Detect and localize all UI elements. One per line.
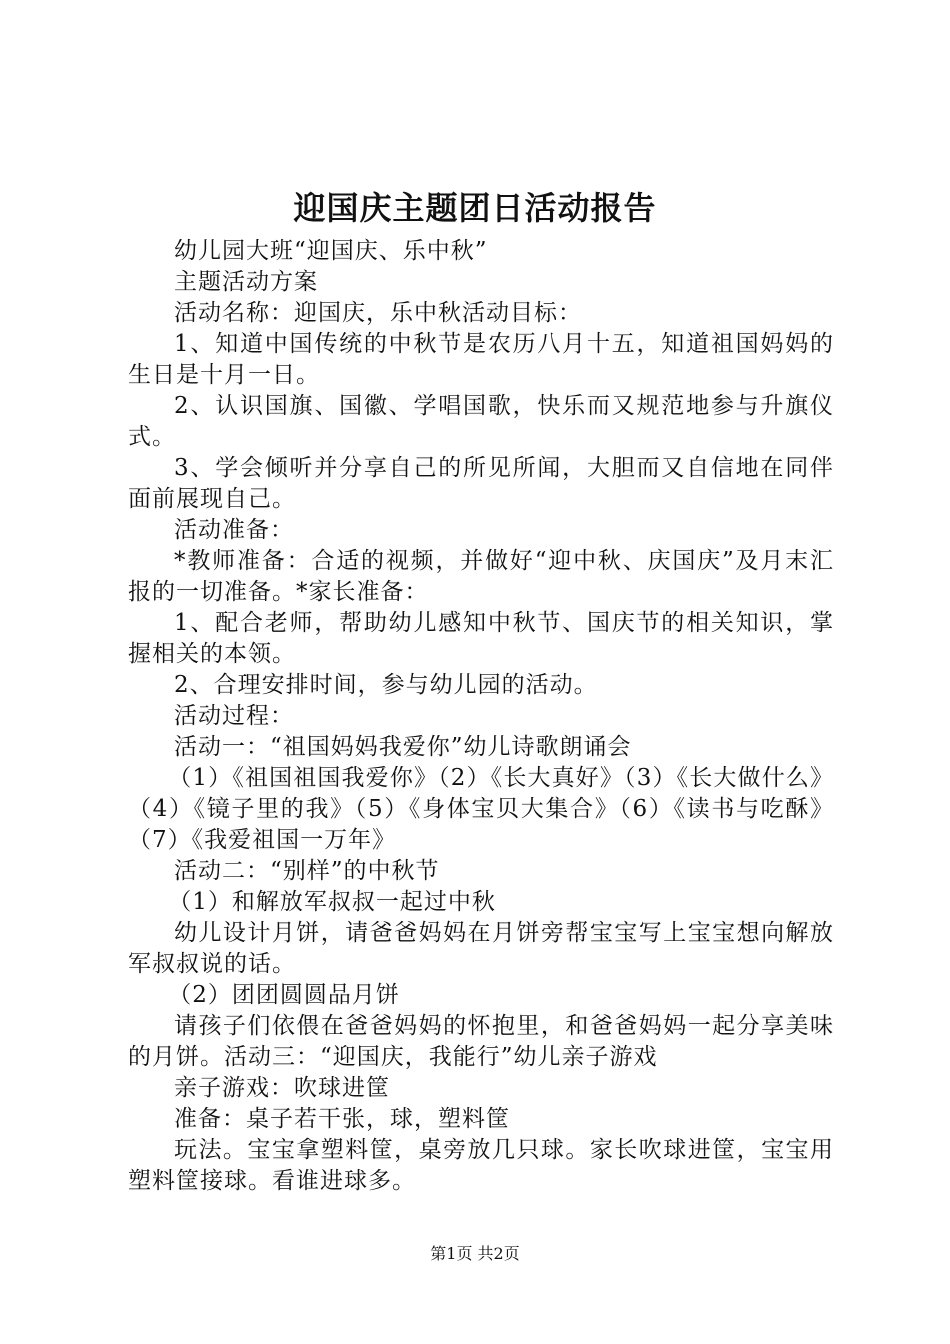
page-footer: 第1页 共2页	[430, 1244, 520, 1263]
document-title: 迎国庆主题团日活动报告	[293, 189, 657, 227]
document-body	[128, 236, 834, 1197]
paragraph: （2）团团圆圆品月饼	[168, 982, 400, 1008]
paragraph: 1、配合老师，帮助幼儿感知中秋节、国庆节的相关知识，掌握相关的本领。	[128, 610, 834, 667]
paragraph: （1）《祖国祖国我爱你》（2）《长大真好》（3）《长大做什么》（4）《镜子里的我》（5）《身体宝贝大集合》（6）《读书与吃酥》（7）《我爱祖国一万年》	[128, 765, 834, 853]
paragraph: 3、学会倾听并分享自己的所见所闻，大胆而又自信地在同伴面前展现自己。	[128, 455, 834, 512]
paragraph: 主题活动方案	[174, 269, 318, 295]
paragraph: 幼儿设计月饼，请爸爸妈妈在月饼旁帮宝宝写上宝宝想向解放军叔叔说的话。	[128, 920, 834, 977]
paragraph: 1、知道中国传统的中秋节是农历八月十五，知道祖国妈妈的生日是十月一日。	[128, 331, 834, 388]
paragraph: 活动过程：	[174, 703, 294, 729]
paragraph: 活动二：“别样”的中秋节	[174, 858, 440, 884]
paragraph: 准备：桌子若干张，球，塑料筐	[174, 1106, 510, 1132]
paragraph: 幼儿园大班“迎国庆、乐中秋”	[174, 238, 488, 264]
paragraph: 请孩子们依偎在爸爸妈妈的怀抱里，和爸爸妈妈一起分享美味的月饼。活动三：“迎国庆，我能行”幼儿亲子游戏	[128, 1013, 834, 1070]
paragraph: *教师准备：合适的视频，并做好“迎中秋、庆国庆”及月末汇报的一切准备。*家长准备：	[128, 548, 834, 605]
paragraph: 活动名称：迎国庆，乐中秋活动目标：	[174, 300, 582, 326]
paragraph: 活动准备：	[174, 517, 294, 543]
paragraph: （1）和解放军叔叔一起过中秋	[168, 889, 496, 915]
paragraph: 玩法。宝宝拿塑料筐，桌旁放几只球。家长吹球进筐，宝宝用塑料筐接球。看谁进球多。	[128, 1137, 834, 1194]
paragraph: 2、合理安排时间，参与幼儿园的活动。	[174, 672, 598, 698]
paragraph: 亲子游戏：吹球进筐	[174, 1075, 390, 1101]
paragraph: 2、认识国旗、国徽、学唱国歌，快乐而又规范地参与升旗仪式。	[128, 393, 834, 450]
paragraph: 活动一：“祖国妈妈我爱你”幼儿诗歌朗诵会	[174, 734, 632, 760]
